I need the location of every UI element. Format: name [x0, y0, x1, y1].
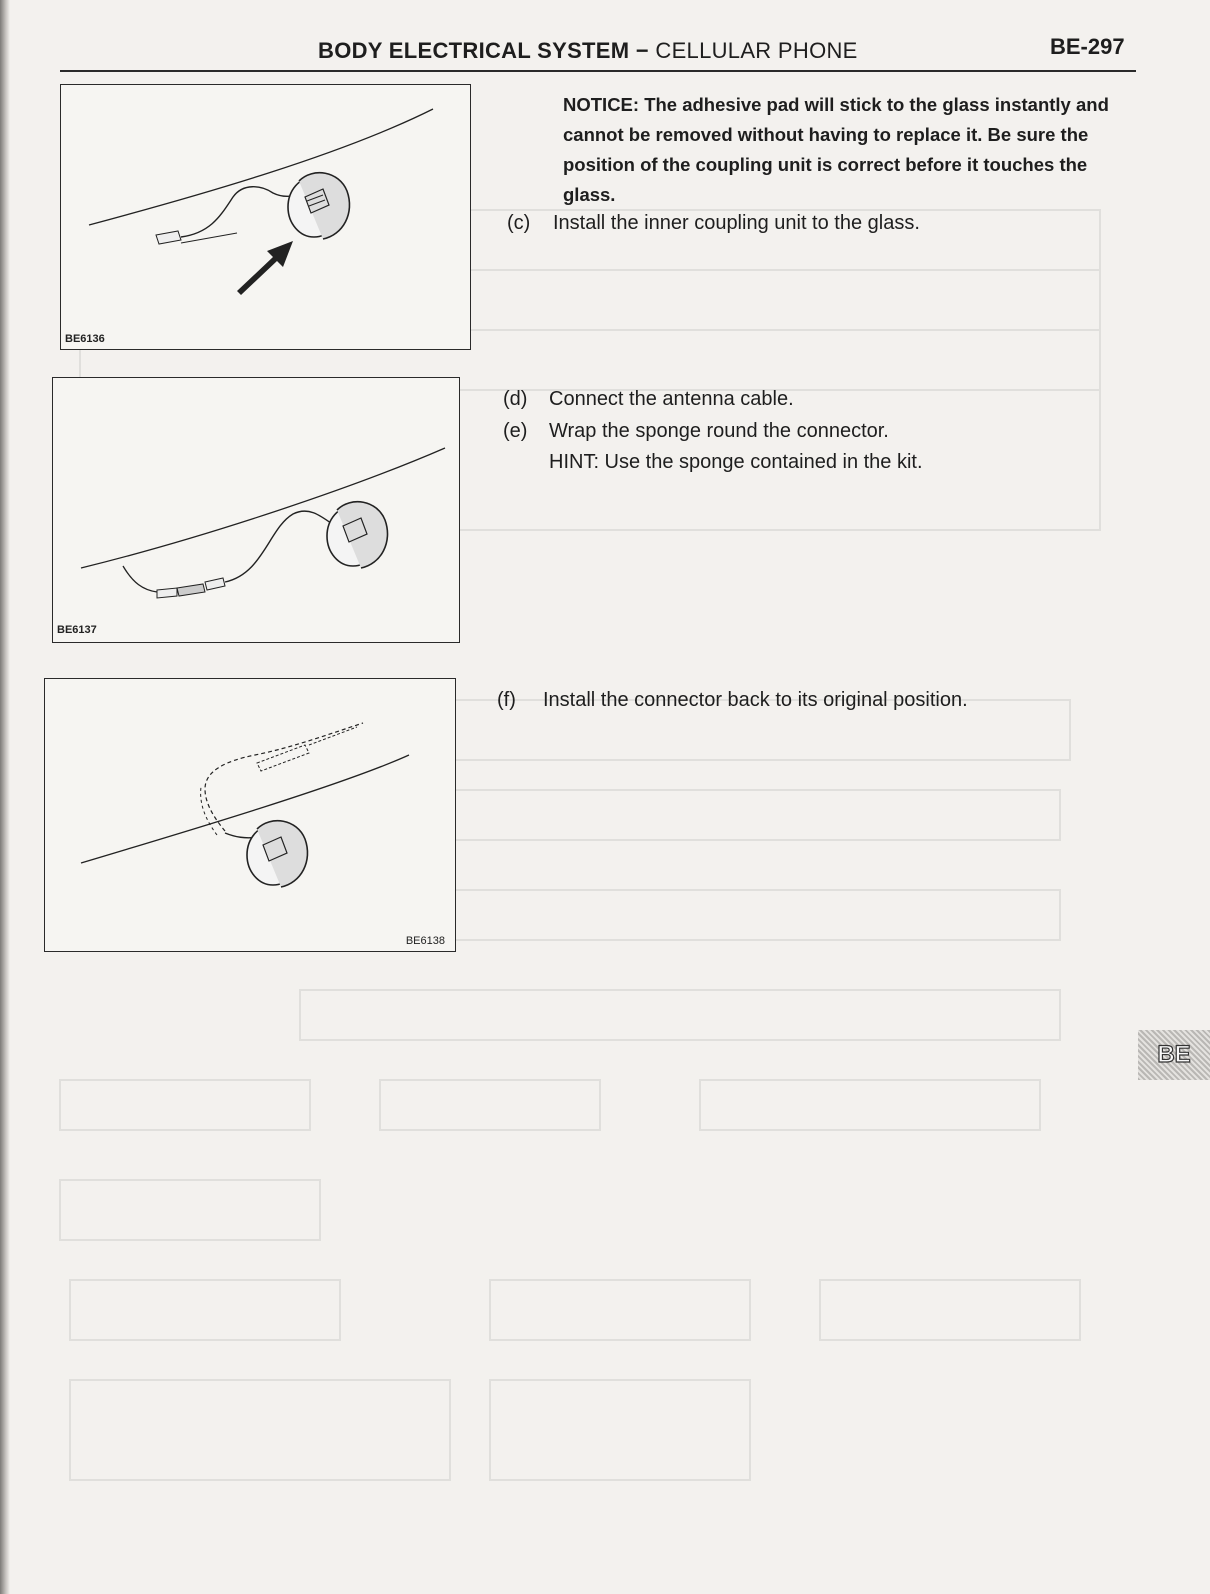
step-letter: (e) [503, 420, 528, 442]
figure-connect-antenna-cable [52, 377, 460, 643]
figure-label: BE6138 [405, 935, 445, 947]
step-letter: (c) [507, 212, 531, 234]
header-rule [60, 70, 1136, 72]
section-tab [1138, 1030, 1210, 1080]
section-title: BODY ELECTRICAL SYSTEM − CELLULAR PHONE [318, 38, 858, 63]
step-letter: (d) [503, 388, 528, 410]
page-number: BE-297 [1050, 34, 1125, 59]
section-tab-label: BE [1157, 1041, 1191, 1068]
step-text: Wrap the sponge round the connector. [549, 420, 889, 442]
figure-install-coupling-unit [60, 84, 471, 350]
illustration-connector-position [45, 679, 457, 953]
step-text: Install the inner coupling unit to the glass. [553, 212, 920, 234]
step-text: Connect the antenna cable. [549, 388, 794, 410]
step-c [507, 209, 920, 237]
hint-text: HINT: Use the sponge contained in the kit. [549, 451, 923, 473]
step-e [503, 417, 889, 445]
figure-label: BE6137 [57, 624, 97, 636]
step-letter: (f) [497, 689, 516, 711]
figure-label: BE6136 [65, 333, 105, 345]
step-text: Install the connector back to its original position. [543, 689, 968, 711]
notice-text: NOTICE: The adhesive pad will stick to the glass instantly and cannot be removed without having to replace it. Be sure the position of the coupling unit is correct before it touches the glass. [563, 94, 1109, 205]
binding-shadow [0, 0, 10, 1594]
figure-connector-position [44, 678, 456, 952]
illustration-antenna-cable [53, 378, 461, 644]
illustration-inner-coupling [61, 85, 472, 351]
step-d [503, 385, 794, 413]
step-f [497, 686, 968, 714]
